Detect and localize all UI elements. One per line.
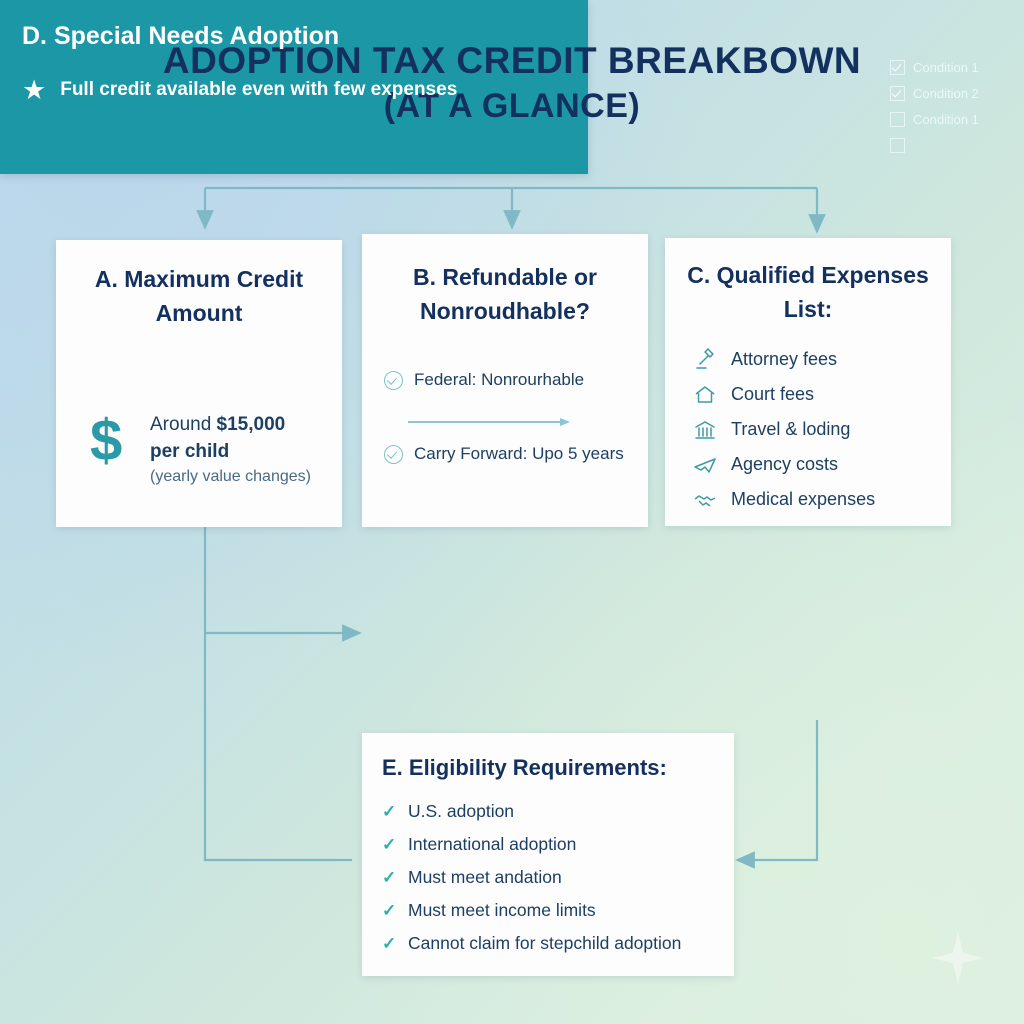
- card-a-title: A. Maximum Credit Amount: [94, 266, 304, 326]
- card-d-title: D. Special Needs Adoption: [22, 22, 340, 50]
- check-icon: ✓: [382, 900, 397, 920]
- card-e-title: E. Eligibility Requirements:: [382, 755, 667, 780]
- card-maximum-credit-amount: [56, 240, 342, 527]
- list-item-label: Must meet income limits: [408, 900, 596, 920]
- checkbox-icon[interactable]: [890, 60, 905, 75]
- list-item: [382, 828, 722, 861]
- list-item: [693, 447, 943, 482]
- condition-label: Condition 1: [913, 59, 979, 75]
- condition-row[interactable]: [890, 132, 1010, 158]
- list-item-label: Must meet andation: [408, 867, 562, 887]
- card-b-row-2: [384, 444, 624, 464]
- card-c-title: C. Qualified Expenses List:: [687, 262, 929, 322]
- condition-row[interactable]: [890, 106, 1010, 132]
- house-icon: [693, 383, 717, 407]
- card-qualified-expenses: [665, 238, 951, 526]
- check-icon: ✓: [382, 933, 397, 953]
- eligibility-list: [382, 795, 722, 960]
- list-item: [382, 861, 722, 894]
- list-item: [382, 927, 722, 960]
- list-item-label: Court fees: [731, 384, 815, 404]
- sparkle-icon: [930, 930, 986, 986]
- list-item: [693, 377, 943, 412]
- card-b-row-1-label: Federal: Nonrourhable: [414, 370, 585, 389]
- list-item-label: Agency costs: [731, 454, 839, 474]
- condition-label: Condition 2: [913, 85, 979, 101]
- star-icon: ★: [22, 75, 47, 105]
- title-line-2: (AT A GLANCE): [383, 87, 641, 125]
- card-a-amount-prefix: Around: [150, 414, 217, 435]
- card-b-row-1: [384, 370, 584, 390]
- conditions-list: [890, 54, 1010, 158]
- list-item-label: U.S. adoption: [408, 801, 515, 821]
- list-item: [693, 482, 943, 517]
- card-eligibility-requirements: [362, 733, 734, 976]
- list-item-label: Attorney fees: [731, 349, 838, 369]
- check-circle-icon: [384, 445, 403, 464]
- card-a-amount-line: [150, 411, 340, 438]
- gavel-icon: [693, 348, 717, 372]
- card-refundable-status: [362, 234, 648, 527]
- card-b-title: B. Refundable or Nonroudhable?: [412, 264, 597, 324]
- qualified-expenses-list: [693, 342, 943, 517]
- card-b-row-2-label: Carry Forward: Upo 5 years: [414, 444, 624, 463]
- checkbox-icon[interactable]: [890, 86, 905, 101]
- card-d-text: Full credit available even with few expenses: [60, 79, 458, 100]
- check-icon: ✓: [382, 867, 397, 887]
- list-item-label: Cannot claim for stepchild adoption: [408, 933, 682, 953]
- card-b-flow-arrow: [408, 417, 574, 427]
- condition-row[interactable]: [890, 54, 1010, 80]
- card-a-note: (yearly value changes): [150, 468, 311, 485]
- list-item: [693, 342, 943, 377]
- condition-row[interactable]: [890, 80, 1010, 106]
- card-a-amount-block: [150, 411, 340, 489]
- card-a-amount-value: $15,000: [216, 414, 286, 435]
- condition-label: Condition 1: [913, 111, 979, 127]
- list-item: [382, 894, 722, 927]
- checkbox-icon[interactable]: [890, 138, 905, 153]
- list-item-label: Travel & loding: [731, 419, 851, 439]
- list-item-label: International adoption: [408, 834, 577, 854]
- list-item-label: Medical expenses: [731, 489, 876, 509]
- dollar-icon: $: [90, 408, 123, 473]
- title-line-1: ADOPTION TAX CREDIT BREAKBOWN: [162, 40, 862, 81]
- handshake-icon: [693, 488, 717, 512]
- checkbox-icon[interactable]: [890, 112, 905, 127]
- card-d-body: [22, 74, 467, 105]
- list-item: [693, 412, 943, 447]
- card-a-amount-suffix: per child: [150, 441, 230, 462]
- list-item: [382, 795, 722, 828]
- airplane-icon: [693, 453, 717, 477]
- check-circle-icon: [384, 371, 403, 390]
- check-icon: ✓: [382, 834, 397, 854]
- check-icon: ✓: [382, 801, 397, 821]
- bank-icon: [693, 418, 717, 442]
